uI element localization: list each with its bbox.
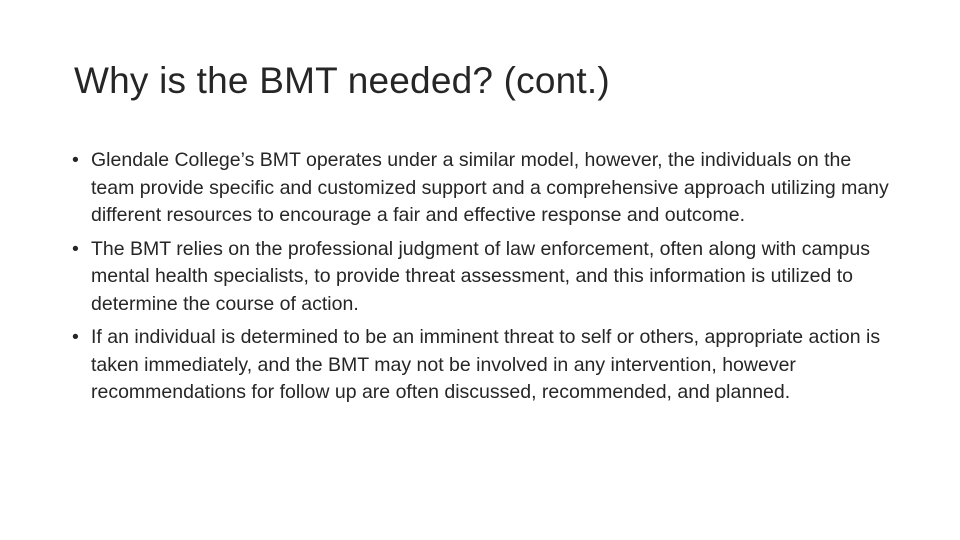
bullet-dot-icon: •	[72, 326, 79, 348]
bullet-item	[72, 147, 894, 230]
bullet-text: The BMT relies on the professional judgment of law enforcement, often along with campus mental health specialists, to provide threat assessment, and this information is utilized to determine the course of action.	[91, 237, 870, 315]
bullet-list	[72, 147, 894, 413]
bullet-dot-icon: •	[72, 237, 79, 260]
bullet-dot-icon: •	[72, 149, 79, 171]
bullet-item	[72, 324, 894, 407]
bullet-item	[72, 236, 894, 319]
bullet-text: Glendale College’s BMT operates under a similar model, however, the individuals on the team provide specific and customized support and a comprehensive approach utilizing many different resources to encourage a fair and effective response and outcome.	[91, 149, 889, 226]
bullet-text: If an individual is determined to be an imminent threat to self or others, appropriate action is taken immediately, and the BMT may not be involved in any intervention, however recommendations for follow up are often discussed, recommended, and planned.	[91, 326, 881, 403]
slide-title: Why is the BMT needed? (cont.)	[74, 60, 610, 101]
